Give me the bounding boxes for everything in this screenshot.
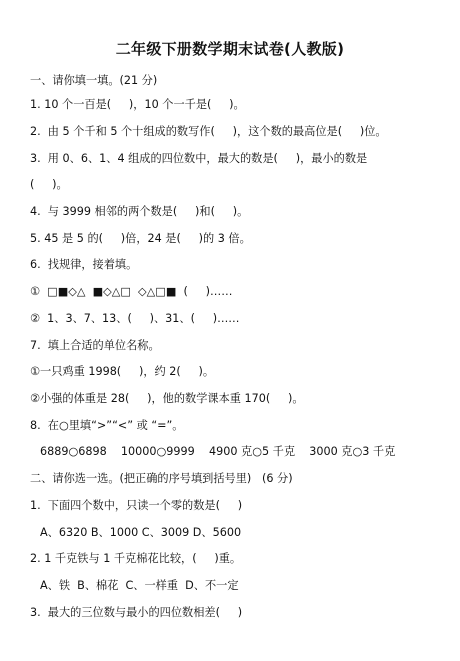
question-1-3: 3. 用 0、6、1、4 组成的四位数中，最大的数是( )，最小的数是 <box>30 152 368 165</box>
question-2-2: 2. 1 千克铁与 1 千克棉花比较，( )重。 <box>30 552 242 565</box>
section-2-heading: 二、请你选一选。(把正确的序号填到括号里) (6 分) <box>30 472 293 485</box>
question-1-7-part-2: ②小强的体重是 28( )，他的数学课本重 170( )。 <box>30 392 304 405</box>
question-2-1-options: A、6320 B、1000 C、3009 D、5600 <box>40 526 242 539</box>
question-1-6: 6. 找规律，接着填。 <box>30 258 138 271</box>
question-1-8-comparisons: 6889○6898 10000○9999 4900 克○5 千克 3000 克○3 千克 <box>40 445 396 458</box>
question-2-3: 3. 最大的三位数与最小的四位数相差( ) <box>30 606 243 619</box>
question-1-4: 4. 与 3999 相邻的两个数是( )和( )。 <box>30 205 249 218</box>
question-2-2-options: A、铁 B、棉花 C、一样重 D、不一定 <box>40 579 239 592</box>
question-1-7: 7. 填上合适的单位名称。 <box>30 339 160 352</box>
question-1-8: 8. 在○里填“>”“<” 或 “=”。 <box>30 419 184 432</box>
question-1-6-shape-pattern: ① □■◇△ ■◇△□ ◇△□■ ( )…… <box>30 285 233 298</box>
question-1-1: 1. 10 个一百是( )，10 个一千是( )。 <box>30 98 245 111</box>
page-title: 二年级下册数学期末试卷(人教版) <box>115 40 345 58</box>
question-1-2: 2. 由 5 个千和 5 个十组成的数写作( )，这个数的最高位是( )位。 <box>30 125 387 138</box>
question-1-6-number-pattern: ② 1、3、7、13、( )、31、( )…… <box>30 312 240 325</box>
section-1-heading: 一、请你填一填。(21 分) <box>30 74 158 87</box>
question-1-7-part-1: ①一只鸡重 1998( )，约 2( )。 <box>30 365 215 378</box>
question-1-5: 5. 45 是 5 的( )倍，24 是( )的 3 倍。 <box>30 232 251 245</box>
question-1-3-continued: ( )。 <box>30 178 68 191</box>
question-2-1: 1. 下面四个数中，只读一个零的数是( ) <box>30 499 243 512</box>
